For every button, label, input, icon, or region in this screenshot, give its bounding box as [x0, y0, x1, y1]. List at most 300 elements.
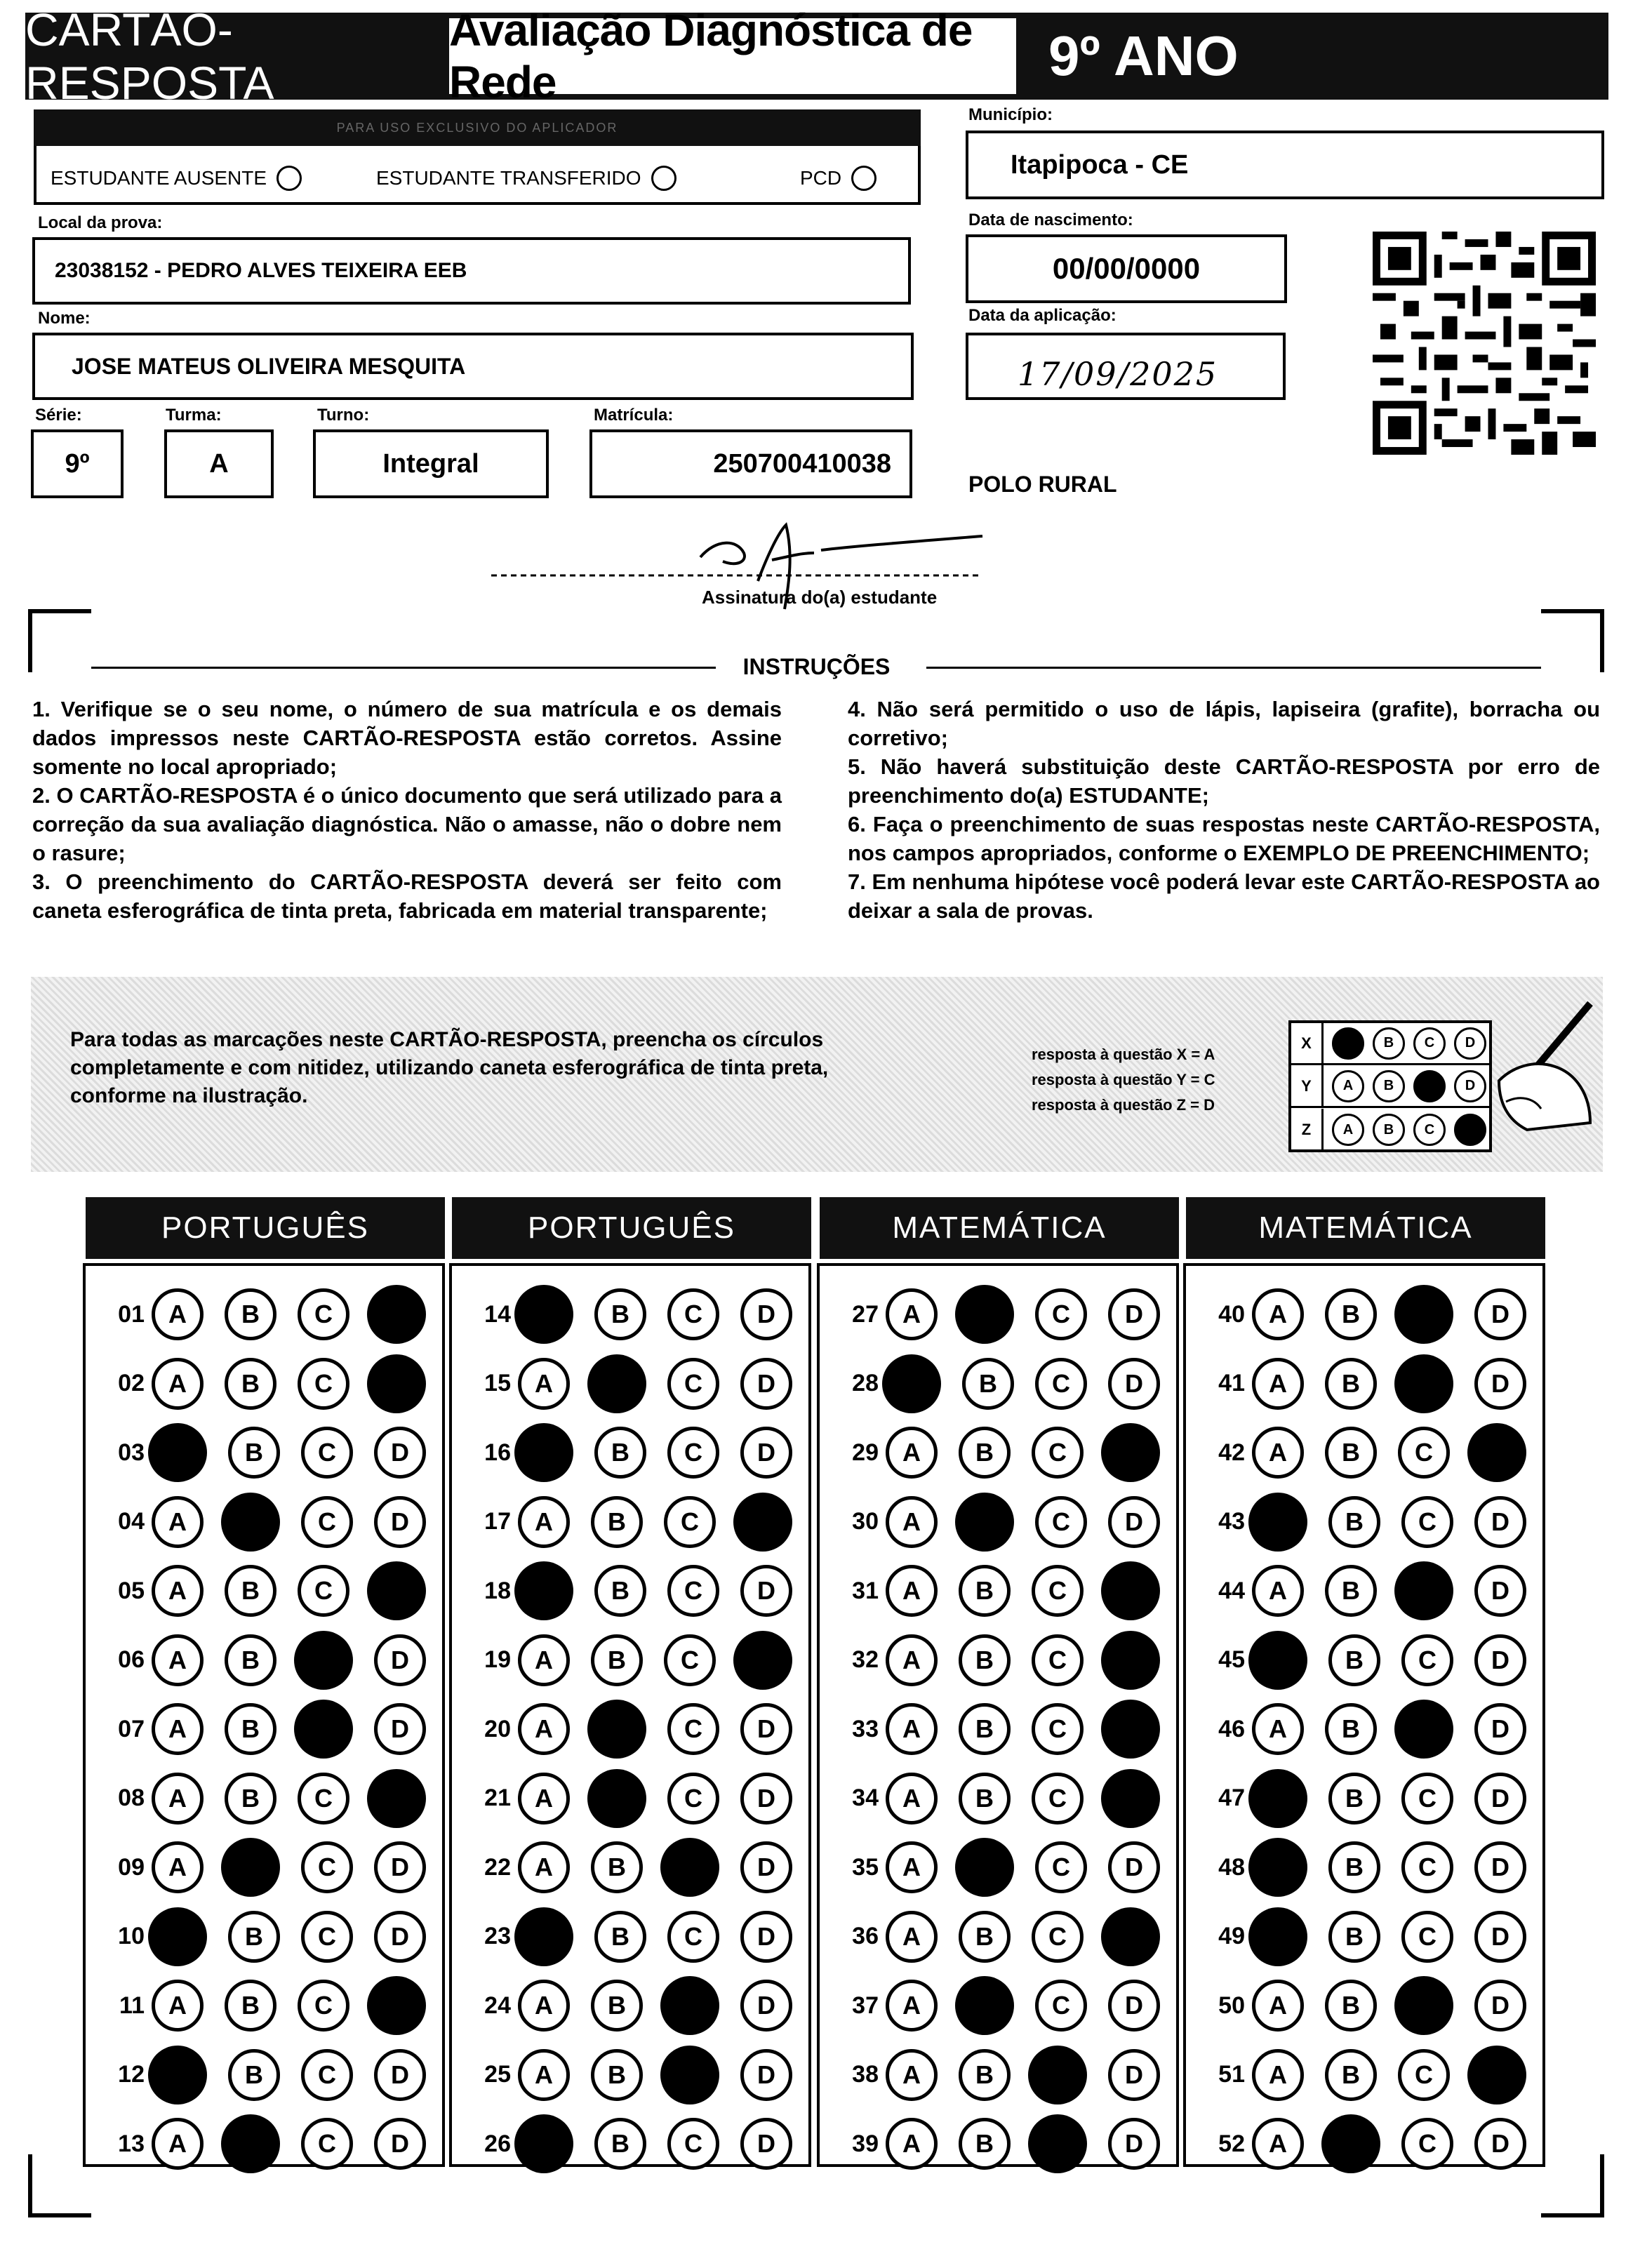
answer-bubble-c[interactable]	[1394, 1561, 1453, 1620]
answer-bubble-c[interactable]: C	[1035, 1288, 1087, 1340]
answer-bubble-a[interactable]	[1248, 1769, 1307, 1828]
answer-bubble-c[interactable]	[660, 1838, 719, 1897]
answer-bubble-d[interactable]: D	[740, 1288, 792, 1340]
answer-bubble-a[interactable]: A	[152, 1773, 204, 1825]
answer-bubble-d[interactable]: D	[1474, 1565, 1526, 1617]
question-row	[820, 1283, 1173, 1346]
answer-bubble-d[interactable]: D	[740, 1565, 792, 1617]
question-number: 25	[484, 2061, 511, 2088]
answer-bubble-d[interactable]: D	[740, 1911, 792, 1963]
answer-bubble-d[interactable]	[1101, 1561, 1160, 1620]
answer-bubble-a[interactable]	[1248, 1631, 1307, 1690]
answer-bubble-d[interactable]: D	[1108, 1358, 1160, 1410]
answer-bubble-a[interactable]: A	[886, 1427, 938, 1479]
answer-bubble-c[interactable]: C	[667, 1703, 719, 1755]
instruction-5: 5. Não haverá substituição deste CARTÃO-RESPOSTA por erro de preenchimento do(a) ESTUDANTE;	[848, 754, 1600, 808]
answer-bubble-c[interactable]: C	[1035, 1841, 1087, 1893]
answer-bubble-a[interactable]: A	[518, 1773, 570, 1825]
example-row-key: Y	[1291, 1065, 1324, 1107]
answer-bubble-c[interactable]: C	[1032, 1427, 1084, 1479]
answer-bubble-a[interactable]	[148, 2046, 207, 2104]
answer-bubble-d[interactable]: D	[374, 1911, 426, 1963]
answer-bubble-a[interactable]: A	[886, 2118, 938, 2170]
question-number: 51	[1218, 2061, 1245, 2088]
answer-bubble-b[interactable]	[587, 1354, 646, 1413]
answer-bubble-b[interactable]	[587, 1700, 646, 1759]
answer-bubble-d[interactable]: D	[374, 1427, 426, 1479]
answer-bubble-c[interactable]: C	[1032, 1565, 1084, 1617]
matricula-field	[589, 429, 912, 498]
example-bubble-c: C	[1413, 1027, 1446, 1060]
answer-bubble-d[interactable]	[367, 1976, 426, 2035]
answer-bubble-b[interactable]: B	[1328, 1634, 1380, 1686]
instructions-left	[32, 695, 782, 925]
answer-bubble-c[interactable]	[294, 1631, 353, 1690]
name-value: JOSE MATEUS OLIVEIRA MESQUITA	[72, 353, 466, 379]
answer-bubble-a[interactable]: A	[1252, 1703, 1304, 1755]
question-number: 16	[484, 1439, 511, 1466]
answer-bubble-b[interactable]: B	[594, 1288, 646, 1340]
answer-bubble-b[interactable]	[955, 1285, 1014, 1344]
answer-bubble-a[interactable]: A	[886, 1773, 938, 1825]
answer-bubble-d[interactable]: D	[374, 1841, 426, 1893]
answer-bubble-d[interactable]	[367, 1285, 426, 1344]
question-row	[452, 1767, 806, 1830]
answer-bubble-b[interactable]: B	[225, 1358, 276, 1410]
question-number: 43	[1218, 1508, 1245, 1535]
answer-bubble-c[interactable]	[1394, 1700, 1453, 1759]
question-number: 20	[484, 1715, 511, 1742]
answer-bubble-d[interactable]: D	[1474, 1980, 1526, 2032]
answer-bubble-b[interactable]: B	[1328, 1496, 1380, 1548]
answer-bubble-b[interactable]: B	[225, 1634, 276, 1686]
answer-bubble-d[interactable]: D	[1108, 1841, 1160, 1893]
answer-bubble-c[interactable]	[660, 1976, 719, 2035]
answer-bubble-a[interactable]: A	[152, 2118, 204, 2170]
question-row	[820, 1490, 1173, 1554]
question-row	[820, 1767, 1173, 1830]
answer-bubble-b[interactable]	[955, 1838, 1014, 1897]
answer-bubble-a[interactable]	[1248, 1907, 1307, 1966]
answer-bubble-d[interactable]	[1101, 1769, 1160, 1828]
aplicacao-label: Data da aplicação:	[968, 306, 1117, 325]
answer-bubble-c[interactable]: C	[1398, 1427, 1450, 1479]
question-number: 52	[1218, 2130, 1245, 2157]
absent-bubble[interactable]	[276, 166, 302, 191]
question-number: 24	[484, 1992, 511, 2019]
answer-bubble-a[interactable]: A	[886, 1841, 938, 1893]
question-number: 40	[1218, 1300, 1245, 1328]
answer-bubble-c[interactable]: C	[1032, 1703, 1084, 1755]
question-number: 29	[852, 1439, 879, 1466]
answer-bubble-a[interactable]	[514, 2114, 573, 2173]
answer-bubble-d[interactable]	[1467, 2046, 1526, 2104]
pcd-bubble[interactable]	[851, 166, 877, 191]
question-number: 06	[118, 1646, 145, 1673]
answer-bubble-c[interactable]: C	[1401, 1634, 1453, 1686]
answer-bubble-b[interactable]: B	[591, 2049, 643, 2101]
answer-bubble-c[interactable]	[1028, 2114, 1087, 2173]
example-bubble-d	[1454, 1114, 1486, 1146]
question-number: 11	[119, 1992, 145, 2019]
answer-bubble-d[interactable]: D	[1474, 1634, 1526, 1686]
transferred-option[interactable]	[376, 166, 676, 191]
answer-column-1	[83, 1263, 445, 2167]
question-number: 38	[852, 2061, 879, 2088]
question-number: 50	[1218, 1992, 1245, 2019]
answer-bubble-d[interactable]	[1101, 1423, 1160, 1482]
answer-bubble-b[interactable]: B	[959, 1634, 1011, 1686]
example-text: Para todas as marcações neste CARTÃO-RESPOSTA, preencha os círculos completamente e com nitidez, utilizando caneta esferográfica de tinta preta, conforme na ilustração.	[70, 1028, 829, 1107]
answer-bubble-d[interactable]: D	[1474, 1288, 1526, 1340]
question-number: 42	[1218, 1439, 1245, 1466]
answer-bubble-a[interactable]: A	[886, 1288, 938, 1340]
answer-bubble-b[interactable]: B	[1328, 1841, 1380, 1893]
turma-value: A	[209, 448, 229, 479]
answer-bubble-d[interactable]: D	[1474, 1841, 1526, 1893]
answer-bubble-a[interactable]	[514, 1561, 573, 1620]
answer-bubble-a[interactable]: A	[886, 1496, 938, 1548]
answer-bubble-a[interactable]: A	[1252, 1427, 1304, 1479]
answer-bubble-c[interactable]: C	[1401, 1911, 1453, 1963]
answer-bubble-c[interactable]: C	[667, 2118, 719, 2170]
answer-bubble-b[interactable]	[587, 1769, 646, 1828]
question-row	[86, 1905, 439, 1968]
answer-column-4	[1183, 1263, 1545, 2167]
answer-bubble-d[interactable]: D	[374, 2118, 426, 2170]
answer-bubble-c[interactable]: C	[1035, 1496, 1087, 1548]
answer-bubble-a[interactable]: A	[518, 1841, 570, 1893]
example-bubble-b: B	[1373, 1114, 1405, 1146]
answer-bubble-b[interactable]: B	[1325, 1288, 1377, 1340]
example-bubble-d: D	[1454, 1070, 1486, 1102]
answer-bubble-b[interactable]: B	[959, 1911, 1011, 1963]
answer-bubble-c[interactable]: C	[298, 1565, 349, 1617]
question-row	[820, 1905, 1173, 1968]
example-bubble-b: B	[1373, 1070, 1405, 1102]
answer-bubble-c[interactable]: C	[664, 1634, 716, 1686]
answer-bubble-a[interactable]: A	[1252, 1358, 1304, 1410]
question-row	[452, 2043, 806, 2107]
answer-bubble-b[interactable]	[955, 1493, 1014, 1552]
answer-bubble-b[interactable]: B	[1325, 2049, 1377, 2101]
answer-bubble-b[interactable]: B	[594, 1427, 646, 1479]
answer-bubble-b[interactable]: B	[1328, 1773, 1380, 1825]
answer-bubble-c[interactable]: C	[667, 1288, 719, 1340]
answer-bubble-b[interactable]: B	[959, 2049, 1011, 2101]
answer-bubble-b[interactable]: B	[1328, 1911, 1380, 1963]
question-row	[820, 1836, 1173, 1899]
answer-bubble-a[interactable]	[1248, 1493, 1307, 1552]
answer-bubble-b[interactable]: B	[1325, 1358, 1377, 1410]
answer-bubble-a[interactable]: A	[886, 1565, 938, 1617]
answer-bubble-a[interactable]: A	[886, 1703, 938, 1755]
answer-bubble-d[interactable]: D	[1108, 1288, 1160, 1340]
answer-bubble-b[interactable]: B	[1325, 1703, 1377, 1755]
answer-bubble-c[interactable]: C	[1401, 1841, 1453, 1893]
answer-bubble-b[interactable]: B	[591, 1841, 643, 1893]
answer-bubble-a[interactable]: A	[152, 1288, 204, 1340]
answer-bubble-d[interactable]	[733, 1493, 792, 1552]
municipio-value: Itapipoca - CE	[1011, 149, 1189, 180]
answer-bubble-d[interactable]	[733, 1631, 792, 1690]
answer-bubble-a[interactable]: A	[1252, 2118, 1304, 2170]
question-row	[452, 1974, 806, 2037]
answer-bubble-c[interactable]	[660, 2046, 719, 2104]
answer-bubble-a[interactable]	[882, 1354, 941, 1413]
question-number: 27	[852, 1300, 879, 1328]
answer-bubble-b[interactable]: B	[591, 1634, 643, 1686]
answer-bubble-b[interactable]: B	[1325, 1427, 1377, 1479]
answer-bubble-d[interactable]: D	[1474, 1911, 1526, 1963]
turno-value: Integral	[382, 448, 479, 479]
answer-bubble-c[interactable]	[294, 1700, 353, 1759]
answer-bubble-a[interactable]	[148, 1907, 207, 1966]
answer-bubble-c[interactable]: C	[1401, 1773, 1453, 1825]
example-bubble-c: C	[1413, 1114, 1446, 1146]
answer-bubble-c[interactable]: C	[301, 1911, 353, 1963]
answer-bubble-a[interactable]: A	[518, 1496, 570, 1548]
example-bubble-d: D	[1454, 1027, 1486, 1060]
signature-caption: Assinatura do(a) estudante	[702, 587, 938, 608]
answer-bubble-d[interactable]: D	[740, 1703, 792, 1755]
answer-bubble-d[interactable]	[1101, 1700, 1160, 1759]
answer-bubble-b[interactable]: B	[225, 1703, 276, 1755]
answer-bubble-a[interactable]: A	[886, 2049, 938, 2101]
answer-bubble-b[interactable]: B	[225, 1980, 276, 2032]
answer-bubble-d[interactable]	[367, 1561, 426, 1620]
question-number: 02	[118, 1370, 145, 1396]
transferred-label: ESTUDANTE TRANSFERIDO	[376, 167, 641, 189]
answer-bubble-c[interactable]: C	[298, 1358, 349, 1410]
answer-bubble-a[interactable]: A	[152, 1565, 204, 1617]
answer-bubble-c[interactable]: C	[667, 1427, 719, 1479]
answer-bubble-b[interactable]	[1321, 2114, 1380, 2173]
exam-title: Avaliação Diagnóstica de Rede	[449, 18, 1016, 94]
example-row	[1291, 1066, 1489, 1108]
answer-bubble-c[interactable]: C	[301, 2049, 353, 2101]
instruction-3: 3. O preenchimento do CARTÃO-RESPOSTA deverá ser feito com caneta esferográfica de tinta preta, fabricada em material transparente;	[32, 869, 782, 923]
answer-bubble-a[interactable]: A	[152, 1358, 204, 1410]
instructions-right	[848, 695, 1600, 925]
answer-bubble-c[interactable]: C	[298, 1288, 349, 1340]
answer-bubble-b[interactable]: B	[959, 1427, 1011, 1479]
question-row	[1186, 1767, 1540, 1830]
answer-bubble-b[interactable]: B	[228, 1911, 280, 1963]
answer-bubble-a[interactable]: A	[886, 1911, 938, 1963]
answer-bubble-d[interactable]: D	[1108, 2049, 1160, 2101]
aplicacao-field	[966, 333, 1286, 400]
answer-bubble-d[interactable]	[1467, 1423, 1526, 1482]
answer-bubble-a[interactable]: A	[1252, 2049, 1304, 2101]
answer-bubble-a[interactable]: A	[152, 1496, 204, 1548]
question-row	[820, 1974, 1173, 2037]
answer-bubble-b[interactable]: B	[594, 1911, 646, 1963]
answer-bubble-c[interactable]: C	[301, 2118, 353, 2170]
question-row	[86, 1629, 439, 1692]
question-row	[452, 2112, 806, 2175]
answer-bubble-b[interactable]: B	[959, 1565, 1011, 1617]
answer-bubble-a[interactable]: A	[518, 1980, 570, 2032]
turno-label: Turno:	[317, 406, 370, 425]
answer-bubble-a[interactable]	[514, 1423, 573, 1482]
answer-bubble-b[interactable]: B	[225, 1288, 276, 1340]
answer-bubble-b[interactable]: B	[959, 1703, 1011, 1755]
answer-bubble-b[interactable]	[221, 1493, 280, 1552]
answer-bubble-d[interactable]: D	[740, 2049, 792, 2101]
grade-label: 9º ANO	[1048, 25, 1239, 87]
answer-bubble-b[interactable]: B	[591, 1496, 643, 1548]
answer-bubble-a[interactable]: A	[518, 1358, 570, 1410]
answer-bubble-a[interactable]: A	[886, 1634, 938, 1686]
answer-bubble-b[interactable]: B	[1325, 1565, 1377, 1617]
answer-bubble-d[interactable]: D	[374, 1703, 426, 1755]
local-label: Local da prova:	[38, 213, 163, 232]
answer-bubble-c[interactable]: C	[1401, 1496, 1453, 1548]
answer-bubble-a[interactable]	[148, 1423, 207, 1482]
answer-bubble-a[interactable]: A	[518, 1703, 570, 1755]
question-row	[820, 1421, 1173, 1484]
question-number: 36	[852, 1923, 879, 1949]
answer-bubble-d[interactable]: D	[1474, 1496, 1526, 1548]
answer-bubble-d[interactable]: D	[1108, 1496, 1160, 1548]
turno-field	[313, 429, 549, 498]
absent-option[interactable]	[51, 166, 302, 191]
answer-bubble-c[interactable]: C	[298, 1773, 349, 1825]
card-title: CARTÃO-RESPOSTA	[25, 4, 274, 109]
instructions-title: INSTRUÇÕES	[742, 654, 891, 679]
question-number: 47	[1218, 1785, 1245, 1811]
answer-bubble-a[interactable]	[514, 1907, 573, 1966]
answer-bubble-d[interactable]: D	[740, 1427, 792, 1479]
question-number: 26	[484, 2130, 511, 2157]
answer-bubble-a[interactable]: A	[152, 1841, 204, 1893]
answer-bubble-c[interactable]: C	[1032, 1634, 1084, 1686]
answer-bubble-d[interactable]: D	[1474, 1358, 1526, 1410]
answer-bubble-a[interactable]	[514, 1285, 573, 1344]
question-number: 08	[118, 1785, 145, 1811]
answer-bubble-d[interactable]: D	[1474, 1773, 1526, 1825]
question-row	[1186, 1905, 1540, 1968]
question-row	[452, 1629, 806, 1692]
question-number: 12	[118, 2061, 145, 2088]
answer-bubble-b[interactable]: B	[959, 1773, 1011, 1825]
answer-bubble-c[interactable]: C	[301, 1427, 353, 1479]
answer-bubble-c[interactable]: C	[1035, 1358, 1087, 1410]
answer-bubble-a[interactable]: A	[518, 2049, 570, 2101]
answer-bubble-c[interactable]: C	[1032, 1911, 1084, 1963]
answer-bubble-b[interactable]: B	[594, 2118, 646, 2170]
question-number: 10	[118, 1923, 145, 1949]
answer-bubble-a[interactable]: A	[886, 1980, 938, 2032]
answer-bubble-b[interactable]: B	[1325, 1980, 1377, 2032]
answer-bubble-b[interactable]: B	[594, 1565, 646, 1617]
answer-bubble-d[interactable]: D	[740, 1841, 792, 1893]
answer-bubble-c[interactable]	[1394, 1976, 1453, 2035]
answer-bubble-b[interactable]: B	[228, 1427, 280, 1479]
answer-bubble-c[interactable]: C	[667, 1911, 719, 1963]
answer-bubble-a[interactable]	[1248, 1838, 1307, 1897]
answer-bubble-c[interactable]: C	[667, 1565, 719, 1617]
question-number: 05	[118, 1577, 145, 1604]
answer-bubble-c[interactable]: C	[667, 1358, 719, 1410]
answer-bubble-c[interactable]	[1028, 2046, 1087, 2104]
answer-bubble-d[interactable]: D	[374, 2049, 426, 2101]
answer-bubble-a[interactable]: A	[152, 1634, 204, 1686]
question-row	[820, 2112, 1173, 2175]
answer-bubble-d[interactable]	[367, 1769, 426, 1828]
answer-bubble-c[interactable]: C	[1032, 1773, 1084, 1825]
absent-label: ESTUDANTE AUSENTE	[51, 167, 267, 189]
answer-bubble-c[interactable]: C	[664, 1496, 716, 1548]
question-number: 09	[118, 1853, 145, 1881]
answer-bubble-a[interactable]: A	[152, 1703, 204, 1755]
answer-bubble-b[interactable]	[955, 1976, 1014, 2035]
question-number: 23	[484, 1923, 511, 1949]
question-row	[86, 1697, 439, 1761]
answer-bubble-c[interactable]: C	[1398, 2049, 1450, 2101]
question-row	[1186, 1629, 1540, 1692]
answer-bubble-b[interactable]: B	[591, 1980, 643, 2032]
answer-bubble-d[interactable]: D	[740, 1980, 792, 2032]
answer-bubble-c[interactable]: C	[1035, 1980, 1087, 2032]
answer-bubble-d[interactable]: D	[1474, 1703, 1526, 1755]
answer-bubble-a[interactable]: A	[1252, 1980, 1304, 2032]
example-line-y: resposta à questão Y = C	[1032, 1071, 1215, 1088]
answer-bubble-d[interactable]: D	[740, 1773, 792, 1825]
municipio-label: Município:	[968, 105, 1053, 124]
answer-bubble-b[interactable]: B	[225, 1773, 276, 1825]
answer-bubble-b[interactable]: B	[228, 2049, 280, 2101]
transferred-bubble[interactable]	[651, 166, 676, 191]
turma-label: Turma:	[166, 406, 222, 425]
answer-bubble-d[interactable]: D	[740, 2118, 792, 2170]
answer-bubble-d[interactable]	[1101, 1907, 1160, 1966]
answer-bubble-a[interactable]: A	[1252, 1565, 1304, 1617]
answer-bubble-d[interactable]: D	[740, 1358, 792, 1410]
answer-bubble-b[interactable]	[221, 2114, 280, 2173]
answer-bubble-b[interactable]	[221, 1838, 280, 1897]
answer-bubble-b[interactable]: B	[225, 1565, 276, 1617]
answer-bubble-d[interactable]	[367, 1354, 426, 1413]
answer-bubble-b[interactable]: B	[962, 1358, 1014, 1410]
answer-bubble-d[interactable]: D	[374, 1634, 426, 1686]
answer-bubble-d[interactable]: D	[1108, 1980, 1160, 2032]
answer-bubble-c[interactable]: C	[1401, 2118, 1453, 2170]
answer-bubble-b[interactable]: B	[959, 2118, 1011, 2170]
question-row	[86, 1490, 439, 1554]
answer-bubble-d[interactable]: D	[1108, 2118, 1160, 2170]
pcd-option[interactable]	[800, 166, 877, 191]
answer-bubble-d[interactable]: D	[374, 1496, 426, 1548]
question-row	[1186, 1352, 1540, 1415]
nascimento-value: 00/00/0000	[1052, 252, 1201, 285]
answer-bubble-a[interactable]: A	[518, 1634, 570, 1686]
answer-bubble-c[interactable]: C	[667, 1773, 719, 1825]
answer-bubble-c[interactable]	[1394, 1354, 1453, 1413]
name-label: Nome:	[38, 309, 91, 328]
answer-bubble-d[interactable]	[1101, 1631, 1160, 1690]
question-row	[1186, 2112, 1540, 2175]
answer-bubble-d[interactable]: D	[1474, 2118, 1526, 2170]
municipio-field	[966, 131, 1604, 199]
answer-bubble-c[interactable]: C	[301, 1496, 353, 1548]
answer-bubble-a[interactable]: A	[152, 1980, 204, 2032]
answer-bubble-a[interactable]: A	[1252, 1288, 1304, 1340]
answer-bubble-c[interactable]	[1394, 1285, 1453, 1344]
answer-bubble-c[interactable]: C	[301, 1841, 353, 1893]
answer-bubble-c[interactable]: C	[298, 1980, 349, 2032]
